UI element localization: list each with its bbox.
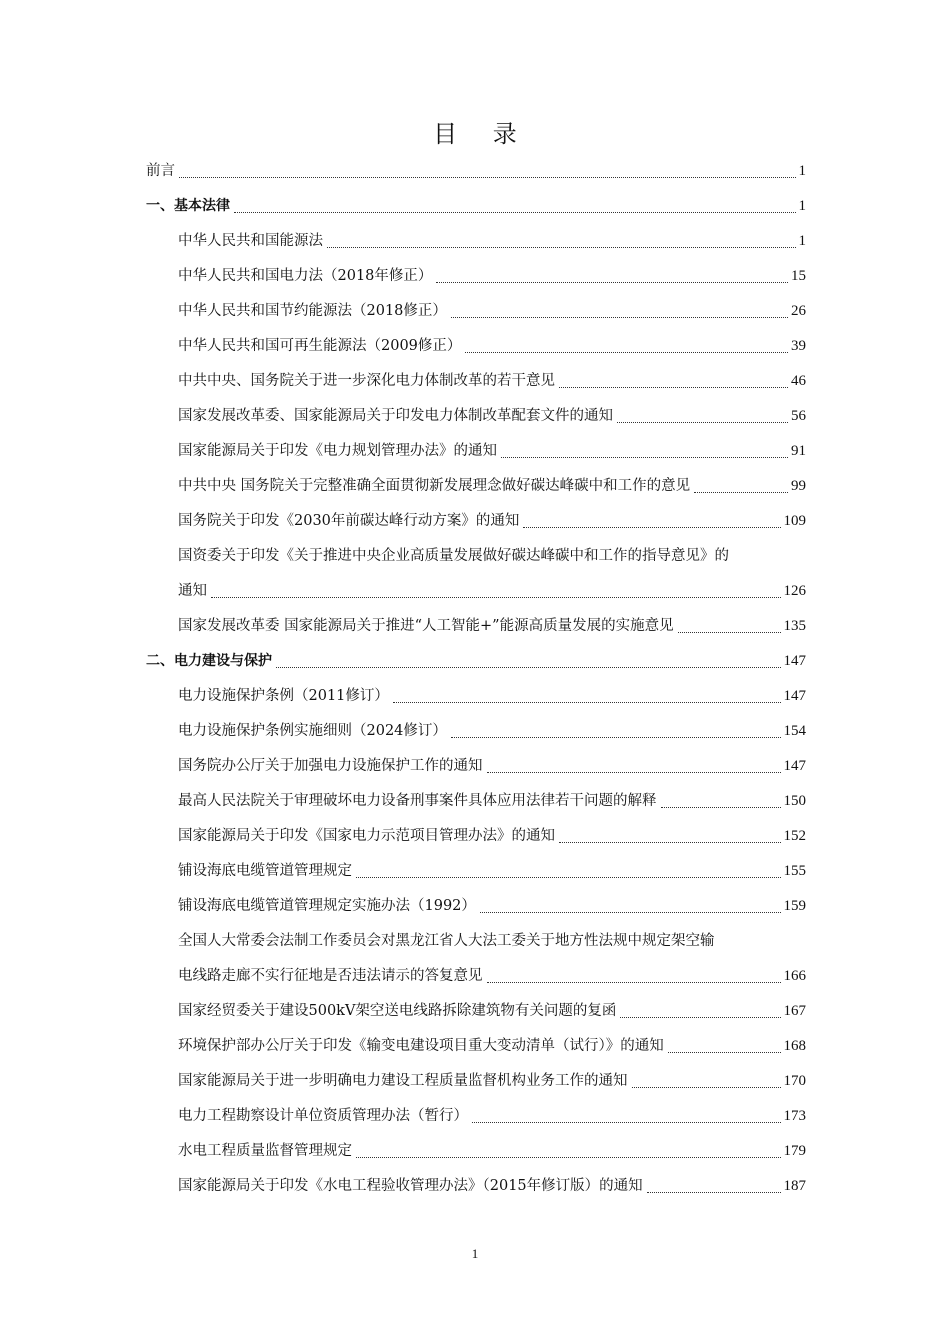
toc-entry[interactable]: [146, 749, 806, 784]
toc-entry-title: 电力工程勘察设计单位资质管理办法（暂行）: [178, 1108, 468, 1124]
toc-entry[interactable]: [146, 539, 806, 574]
toc-entry-title: 国务院关于印发《2030年前碳达峰行动方案》的通知: [178, 513, 520, 529]
toc-entry-title: 通知: [178, 583, 207, 599]
toc-page-number: 155: [783, 863, 806, 879]
toc-entry[interactable]: [146, 329, 806, 364]
toc-entry-title: 国家能源局关于印发《国家电力示范项目管理办法》的通知: [178, 828, 555, 844]
toc-entry[interactable]: [146, 994, 806, 1029]
toc-page-number: 91: [791, 443, 806, 459]
toc-dot-leader: [480, 889, 781, 924]
toc-entry[interactable]: [146, 259, 806, 294]
toc-entry[interactable]: [146, 1099, 806, 1134]
toc-entry[interactable]: [146, 819, 806, 854]
toc-page-number: 147: [783, 653, 806, 669]
toc-entry-title: 铺设海底电缆管道管理规定实施办法（1992）: [178, 898, 476, 914]
toc-entry-title: 国家经贸委关于建设500kV架空送电线路拆除建筑物有关问题的复函: [178, 1003, 617, 1019]
toc-entry[interactable]: [146, 1134, 806, 1169]
toc-entry-title: 国家能源局关于进一步明确电力建设工程质量监督机构业务工作的通知: [178, 1073, 628, 1089]
toc-dot-leader: [559, 819, 781, 854]
toc-entry[interactable]: [146, 854, 806, 889]
toc-entry[interactable]: [146, 434, 806, 469]
toc-dot-leader: [276, 644, 781, 679]
toc-entry-title: 二、电力建设与保护: [146, 653, 272, 669]
toc-page-number: 154: [783, 723, 806, 739]
table-of-contents: [146, 154, 806, 1204]
toc-dot-leader: [620, 994, 780, 1029]
toc-page-number: 179: [783, 1143, 806, 1159]
toc-page-number: 135: [783, 618, 806, 634]
toc-dot-leader: [451, 294, 788, 329]
toc-dot-leader: [327, 224, 796, 259]
toc-dot-leader: [661, 784, 781, 819]
toc-entry[interactable]: [146, 154, 806, 189]
toc-entry[interactable]: [146, 959, 806, 994]
toc-entry-title: 中华人民共和国能源法: [178, 233, 323, 249]
toc-section-heading[interactable]: [146, 189, 806, 224]
toc-entry[interactable]: [146, 224, 806, 259]
toc-entry-title: 国家能源局关于印发《电力规划管理办法》的通知: [178, 443, 497, 459]
toc-entry-title: 前言: [146, 163, 175, 179]
toc-entry[interactable]: [146, 714, 806, 749]
toc-dot-leader: [179, 154, 796, 189]
toc-entry-title: 铺设海底电缆管道管理规定: [178, 863, 352, 879]
toc-dot-leader: [234, 189, 796, 224]
toc-entry[interactable]: [146, 1169, 806, 1204]
toc-page-number: 173: [783, 1108, 806, 1124]
toc-entry[interactable]: [146, 679, 806, 714]
toc-page-number: 109: [783, 513, 806, 529]
toc-page-number: 1: [798, 163, 806, 179]
toc-entry-title: 最高人民法院关于审理破坏电力设备刑事案件具体应用法律若干问题的解释: [178, 793, 657, 809]
toc-page-number: 126: [783, 583, 806, 599]
toc-entry[interactable]: [146, 924, 806, 959]
toc-page-number: 159: [783, 898, 806, 914]
toc-dot-leader: [356, 854, 781, 889]
toc-page-number: 167: [783, 1003, 806, 1019]
toc-entry[interactable]: [146, 609, 806, 644]
toc-entry-title: 电力设施保护条例（2011修订）: [178, 688, 389, 704]
toc-page-number: 170: [783, 1073, 806, 1089]
toc-entry-title: 国家能源局关于印发《水电工程验收管理办法》（2015年修订版）的通知: [178, 1178, 643, 1194]
toc-page-number: 15: [791, 268, 806, 284]
toc-dot-leader: [451, 714, 781, 749]
toc-page-number: 166: [783, 968, 806, 984]
toc-entry-title: 中共中央 国务院关于完整准确全面贯彻新发展理念做好碳达峰碳中和工作的意见: [178, 478, 691, 494]
toc-dot-leader: [436, 259, 788, 294]
toc-page-number: 150: [783, 793, 806, 809]
toc-page-number: 39: [791, 338, 806, 354]
toc-entry[interactable]: [146, 364, 806, 399]
toc-entry-title: 环境保护部办公厅关于印发《输变电建设项目重大变动清单（试行）》的通知: [178, 1038, 664, 1054]
toc-section-heading[interactable]: [146, 644, 806, 679]
toc-page-number: 147: [783, 758, 806, 774]
toc-dot-leader: [211, 574, 781, 609]
toc-page-number: 46: [791, 373, 806, 389]
toc-entry[interactable]: [146, 469, 806, 504]
toc-dot-leader: [559, 364, 788, 399]
toc-entry[interactable]: [146, 574, 806, 609]
toc-dot-leader: [356, 1134, 781, 1169]
toc-entry-title: 中华人民共和国可再生能源法（2009修正）: [178, 338, 462, 354]
toc-page-number: 147: [783, 688, 806, 704]
toc-dot-leader: [678, 609, 781, 644]
toc-page-number: 168: [783, 1038, 806, 1054]
toc-entry[interactable]: [146, 294, 806, 329]
toc-dot-leader: [487, 959, 781, 994]
toc-entry-title: 国资委关于印发《关于推进中央企业高质量发展做好碳达峰碳中和工作的指导意见》的: [178, 548, 729, 564]
toc-page-number: 1: [798, 198, 806, 214]
toc-entry[interactable]: [146, 784, 806, 819]
toc-dot-leader: [472, 1099, 781, 1134]
toc-page-number: 56: [791, 408, 806, 424]
toc-entry-title: 中共中央、国务院关于进一步深化电力体制改革的若干意见: [178, 373, 555, 389]
toc-page-number: 152: [783, 828, 806, 844]
toc-dot-leader: [501, 434, 788, 469]
toc-entry-title: 一、基本法律: [146, 198, 230, 214]
toc-entry-title: 全国人大常委会法制工作委员会对黑龙江省人大法工委关于地方性法规中规定架空输: [178, 933, 715, 949]
toc-entry-title: 中华人民共和国节约能源法（2018修正）: [178, 303, 447, 319]
toc-entry[interactable]: [146, 1064, 806, 1099]
toc-entry[interactable]: [146, 889, 806, 924]
toc-entry-title: 国家发展改革委、国家能源局关于印发电力体制改革配套文件的通知: [178, 408, 613, 424]
toc-entry-title: 国务院办公厅关于加强电力设施保护工作的通知: [178, 758, 483, 774]
toc-dot-leader: [523, 504, 780, 539]
toc-dot-leader: [393, 679, 781, 714]
toc-page-number: 26: [791, 303, 806, 319]
toc-dot-leader: [465, 329, 788, 364]
toc-page-number: 1: [798, 233, 806, 249]
toc-entry-title: 电线路走廊不实行征地是否违法请示的答复意见: [178, 968, 483, 984]
toc-entry-title: 国家发展改革委 国家能源局关于推进“人工智能+”能源高质量发展的实施意见: [178, 618, 674, 634]
toc-entry[interactable]: [146, 1029, 806, 1064]
toc-page-number: 99: [791, 478, 806, 494]
toc-dot-leader: [617, 399, 788, 434]
toc-dot-leader: [694, 469, 788, 504]
toc-entry-title: 水电工程质量监督管理规定: [178, 1143, 352, 1159]
page-number: 1: [471, 1246, 479, 1261]
toc-dot-leader: [487, 749, 781, 784]
toc-page-number: 187: [783, 1178, 806, 1194]
toc-dot-leader: [647, 1169, 781, 1204]
toc-entry[interactable]: [146, 504, 806, 539]
toc-dot-leader: [632, 1064, 781, 1099]
toc-entry-title: 电力设施保护条例实施细则（2024修订）: [178, 723, 447, 739]
toc-entry[interactable]: [146, 399, 806, 434]
toc-entry-title: 中华人民共和国电力法（2018年修正）: [178, 268, 433, 284]
toc-dot-leader: [668, 1029, 781, 1064]
page-title: 目 录: [433, 120, 531, 148]
